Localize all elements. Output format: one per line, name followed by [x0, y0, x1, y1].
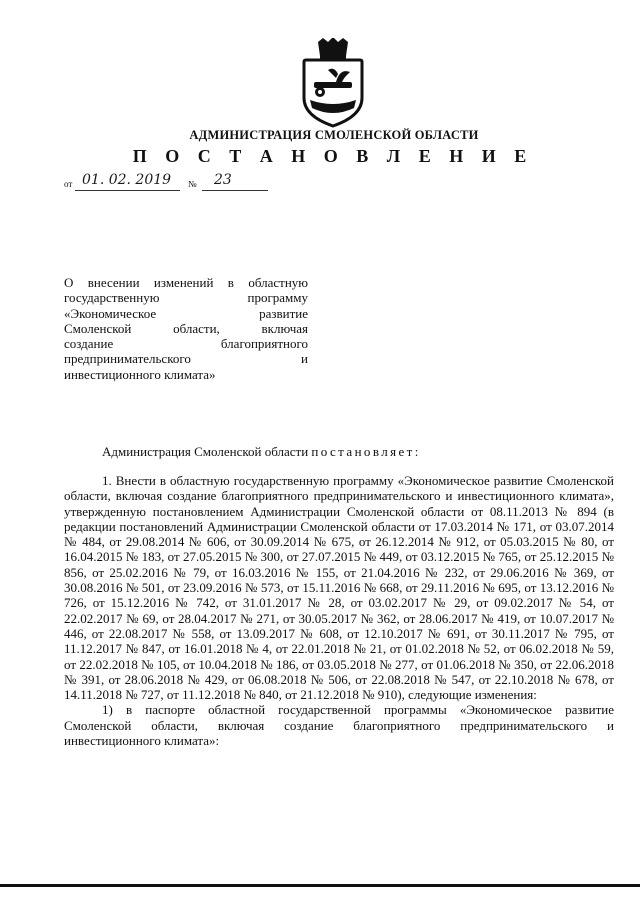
- document-subject: [64, 275, 308, 382]
- bottom-border-line: [0, 884, 640, 887]
- date-label: от: [64, 179, 73, 189]
- subject-line: Смоленской области, включая: [64, 320, 308, 336]
- body-paragraph: 1) в паспорте областной государственной программы «Экономическое развитие Смоленской области, включая создание благоприятного предпринимательского и инвестиционного климата»:: [64, 702, 614, 749]
- preamble-verb: постановляет:: [311, 444, 421, 459]
- subject-line: создание благоприятного: [64, 336, 308, 352]
- subject-line: инвестиционного климата»: [64, 366, 216, 382]
- number-label: №: [188, 179, 197, 189]
- preamble-text: Администрация Смоленской области: [102, 444, 312, 459]
- subject-line: «Экономическое развитие: [64, 305, 308, 321]
- date-number-line: [64, 170, 304, 192]
- handwritten-number: 23: [214, 172, 232, 188]
- handwritten-date: 01. 02. 2019: [82, 172, 172, 188]
- body-paragraph: 1. Внести в областную государственную программу «Экономическое развитие Смоленской области, включая создание благоприятного предпринимательского и инвестиционного климата», утвержденную постановлением Администрации Смоленской области от 08.11.2013 № 894 (в редакции постановлений Администрации Смоленской области от 17.03.2014 № 171, от 03.07.2014 № 484, от 29.08.2014 № 606, от 30.09.2014 № 675, от 26.12.2014 № 912, от 05.03.2015 № 80, от 16.04.2015 № 183, от 27.05.2015 № 300, от 27.07.2015 № 449, от 03.12.2015 № 765, от 25.12.2015 № 856, от 25.02.2016 № 79, от 16.03.2016 № 155, от 21.04.2016 № 232, от 29.06.2016 № 369, от 30.08.2016 № 501, от 23.09.2016 № 573, от 15.11.2016 № 668, от 29.11.2016 № 695, от 13.12.2016 № 726, от 15.12.2016 № 742, от 31.01.2017 № 28, от 03.02.2017 № 29, от 09.02.2017 № 54, от 22.02.2017 № 69, от 28.04.2017 № 271, от 30.05.2017 № 362, от 28.06.2017 № 419, от 10.07.2017 № 446, от 22.08.2017 № 558, от 13.09.2017 № 608, от 12.10.2017 № 691, от 30.11.2017 № 795, от 11.12.2017 № 847, от 16.01.2018 № 4, от 22.01.2018 № 21, от 01.02.2018 № 52, от 06.02.2018 № 59, от 22.02.2018 № 105, от 10.04.2018 № 186, от 03.05.2018 № 277, от 01.06.2018 № 350, от 22.06.2018 № 391, от 28.06.2018 № 429, от 06.08.2018 № 506, от 22.08.2018 № 547, от 22.10.2018 № 678, от 14.11.2018 № 727, от 11.12.2018 № 840, от 21.12.2018 № 910), следующие изменения:: [64, 473, 614, 703]
- preamble: [102, 444, 421, 460]
- subject-line: государственную программу: [64, 290, 308, 306]
- number-underline: [202, 190, 268, 191]
- subject-line: предпринимательского и: [64, 351, 308, 367]
- date-underline: [75, 190, 180, 191]
- document-type-title: П О С Т А Н О В Л Е Н И Е: [132, 146, 534, 166]
- subject-line: О внесении изменений в областную: [64, 275, 308, 290]
- coat-of-arms-emblem: [296, 38, 370, 128]
- document-body: [64, 473, 614, 748]
- organization-name: АДМИНИСТРАЦИЯ СМОЛЕНСКОЙ ОБЛАСТИ: [189, 128, 479, 142]
